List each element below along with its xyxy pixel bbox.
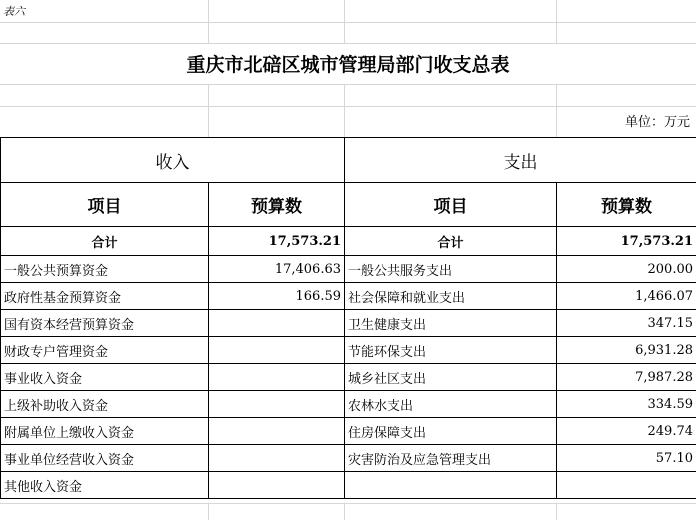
- income-item: 财政专户管理资金: [1, 337, 209, 364]
- table-row: [1, 337, 696, 364]
- expense-item: 卫生健康支出: [345, 310, 557, 337]
- grid-line: [556, 84, 557, 137]
- income-item: 事业收入资金: [1, 364, 209, 391]
- income-budget-header: 预算数: [209, 183, 345, 227]
- expense-value: 249.74: [557, 418, 696, 445]
- expense-item: 住房保障支出: [345, 418, 557, 445]
- grid-line: [208, 503, 209, 520]
- income-value: [209, 337, 345, 364]
- income-item: 事业单位经营收入资金: [1, 445, 209, 472]
- grid-line: [208, 0, 209, 43]
- income-item-header: 项目: [1, 183, 209, 227]
- income-item: 国有资本经营预算资金: [1, 310, 209, 337]
- expense-value: 200.00: [557, 256, 696, 283]
- expense-item: 社会保障和就业支出: [345, 283, 557, 310]
- grid-line: [344, 503, 345, 520]
- expense-value: 347.15: [557, 310, 696, 337]
- budget-summary-table: [0, 137, 696, 499]
- table-row: [1, 283, 696, 310]
- income-value: 17,406.63: [209, 256, 345, 283]
- unit-label: 单位：万元: [624, 114, 690, 130]
- expense-value: [557, 472, 696, 499]
- expense-value: 1,466.07: [557, 283, 696, 310]
- column-header-row: [1, 183, 696, 227]
- table-row: [1, 472, 696, 499]
- expense-value: 334.59: [557, 391, 696, 418]
- grid-line: [344, 0, 345, 43]
- expense-section-header: 支出: [345, 138, 696, 183]
- expense-item: 城乡社区支出: [345, 364, 557, 391]
- expense-value: 7,987.28: [557, 364, 696, 391]
- expense-item: 灾害防治及应急管理支出: [345, 445, 557, 472]
- income-value: [209, 472, 345, 499]
- page-title: 重庆市北碚区城市管理局部门收支总表: [186, 53, 510, 76]
- grid-line: [0, 503, 696, 504]
- section-header-row: [1, 138, 696, 183]
- income-section-header: 收入: [1, 138, 345, 183]
- income-value: [209, 445, 345, 472]
- expense-item: 节能环保支出: [345, 337, 557, 364]
- table-row: [1, 256, 696, 283]
- table-row: [1, 445, 696, 472]
- expense-item-header: 项目: [345, 183, 557, 227]
- expense-item: 一般公共服务支出: [345, 256, 557, 283]
- income-value: [209, 418, 345, 445]
- expense-total-label: 合计: [345, 227, 557, 256]
- total-row: [1, 227, 696, 256]
- expense-item: 农林水支出: [345, 391, 557, 418]
- grid-line: [556, 503, 557, 520]
- grid-line: [344, 84, 345, 137]
- income-value: [209, 391, 345, 418]
- table-row: [1, 391, 696, 418]
- table-row: [1, 310, 696, 337]
- table-number-note: 表六: [3, 5, 25, 18]
- income-item: 其他收入资金: [1, 472, 209, 499]
- grid-line: [0, 22, 696, 23]
- income-total-value: 17,573.21: [209, 227, 345, 256]
- income-value: [209, 310, 345, 337]
- expense-budget-header: 预算数: [557, 183, 696, 227]
- income-item: 政府性基金预算资金: [1, 283, 209, 310]
- grid-line: [208, 84, 209, 137]
- income-total-label: 合计: [1, 227, 209, 256]
- expense-value: 6,931.28: [557, 337, 696, 364]
- expense-total-value: 17,573.21: [557, 227, 696, 256]
- income-item: 上级补助收入资金: [1, 391, 209, 418]
- expense-value: 57.10: [557, 445, 696, 472]
- income-item: 一般公共预算资金: [1, 256, 209, 283]
- table-row: [1, 364, 696, 391]
- income-value: 166.59: [209, 283, 345, 310]
- table-row: [1, 418, 696, 445]
- income-item: 附属单位上缴收入资金: [1, 418, 209, 445]
- grid-line: [556, 0, 557, 43]
- income-value: [209, 364, 345, 391]
- grid-line: [0, 106, 696, 107]
- grid-line: [0, 84, 696, 85]
- expense-item: [345, 472, 557, 499]
